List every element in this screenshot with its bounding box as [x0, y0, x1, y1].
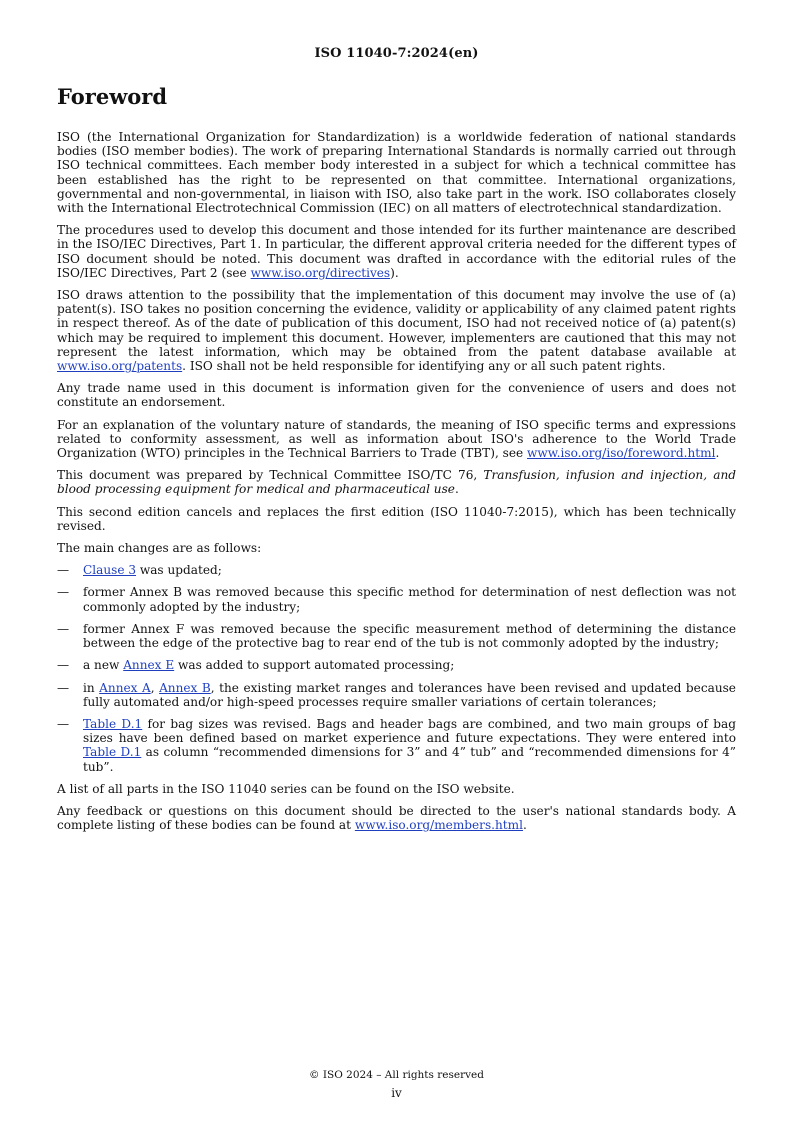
list-dash: — [57, 563, 70, 578]
list-item [57, 681, 736, 709]
paragraph-feedback [57, 804, 736, 832]
committee-title: Transfusion, infusion and injection, and blood processing equipment for medical and pharmaceutical use [57, 468, 736, 497]
list-item-tail: as column “recommended dimensions for 3” and 4” tub” and “recommended dimensions for 4” tub”. [83, 745, 736, 774]
link-directives[interactable]: www.iso.org/directives [250, 265, 391, 280]
paragraph-patents [57, 288, 736, 373]
list-item-pre: in [83, 680, 100, 695]
list-dash: — [57, 621, 70, 636]
paragraph-procedures-tail: ). [390, 265, 399, 280]
list-item-text: was updated; [136, 563, 222, 578]
page-number: iv [391, 1086, 402, 1100]
list-item-text: was added to support automated processing; [174, 658, 455, 673]
paragraph-patents-tail: . ISO shall not be held responsible for identifying any or all such patent rights. [182, 359, 666, 374]
paragraph-feedback-tail: . [523, 818, 527, 833]
link-table-d1-second[interactable]: Table D.1 [83, 745, 142, 760]
list-dash: — [57, 716, 70, 731]
link-patents[interactable]: www.iso.org/patents [57, 359, 183, 374]
list-item [57, 563, 736, 577]
list-item-text: former Annex B was removed because this specific method for determination of nest deflection was not commonly adopted by the industry; [83, 585, 736, 614]
list-item [57, 585, 736, 613]
paragraph-voluntary-nature [57, 418, 736, 461]
list-item-text: for bag sizes was revised. Bags and header bags are combined, and two main groups of bag sizes have been defined based on market experience and future expectations. They were entered into [83, 716, 736, 746]
paragraph-trade-name: Any trade name used in this document is information given for the convenience of users and does not constitute an endorsement. [57, 381, 736, 410]
paragraph-voluntary-tail: . [715, 446, 720, 461]
list-item-text: , the existing market ranges and tolerances have been revised and updated because fully automated and/or high-speed processes require smaller variations of certain tolerances; [83, 680, 736, 709]
paragraph-voluntary-text: For an explanation of the voluntary nature of standards, the meaning of ISO specific terms and expressions related to conformity assessment, as well as information about ISO's adherence to the World Trade Organization (WTO) principles in the Technical Barriers to Trade (TBT), see [57, 417, 736, 461]
paragraph-iso-intro: ISO (the International Organization for Standardization) is a worldwide federation of national standards bodies (ISO member bodies). The work of preparing International Standards is normally carried out through ISO technical committees. Each member body interested in a subject for which a technical committee has been established has the right to be represented on that committee. International organizations, governmental and non-governmental, in liaison with ISO, also take part in the work. ISO collaborates closely with the International Electrotechnical Commission (IEC) on all matters of electrotechnical standardization. [57, 130, 736, 216]
list-dash: — [57, 680, 70, 695]
foreword-body [57, 130, 736, 840]
paragraph-procedures [57, 223, 736, 280]
list-item-pre: a new [83, 658, 124, 673]
list-item [57, 717, 736, 774]
paragraph-committee-text: This document was prepared by Technical Committee ISO/TC 76, [57, 468, 484, 483]
page-footer [0, 1066, 793, 1102]
paragraph-main-changes-intro: The main changes are as follows: [57, 541, 262, 556]
changes-list [57, 563, 736, 773]
paragraph-series-list: A list of all parts in the ISO 11040 series can be found on the ISO website. [57, 781, 515, 796]
link-foreword[interactable]: www.iso.org/iso/foreword.html [527, 446, 716, 461]
document-id-header: ISO 11040-7:2024(en) [314, 46, 479, 61]
link-clause-3[interactable]: Clause 3 [83, 563, 137, 578]
link-annex-e[interactable]: Annex E [123, 658, 175, 673]
paragraph-procedures-text: The procedures used to develop this document and those intended for its further maintenance are described in the ISO/IEC Directives, Part 1. In particular, the different approval criteria needed for the different types of ISO document should be noted. This document was drafted in accordance with the editorial rules of the ISO/IEC Directives, Part 2 (see [57, 223, 736, 280]
paragraph-committee [57, 468, 736, 496]
copyright-notice: © ISO 2024 – All rights reserved [309, 1069, 484, 1081]
list-item-text: former Annex F was removed because the specific measurement method of determining the distance between the edge of the protective bag to rear end of the tub is not commonly adopted by the industry; [83, 621, 736, 651]
list-item [57, 658, 736, 672]
paragraph-feedback-text: Any feedback or questions on this document should be directed to the user's national standards body. A complete listing of these bodies can be found at [57, 803, 736, 833]
list-item [57, 622, 736, 650]
link-members[interactable]: www.iso.org/members.html [354, 818, 523, 833]
list-dash: — [57, 585, 70, 600]
list-dash: — [57, 658, 70, 673]
link-table-d1[interactable]: Table D.1 [83, 716, 143, 731]
paragraph-committee-tail: . [454, 482, 459, 497]
page-title: Foreword [57, 84, 168, 109]
paragraph-patents-text: ISO draws attention to the possibility that the implementation of this document may involve the use of (a) patent(s). ISO takes no position concerning the evidence, validity or applicability of any claimed patent rights in respect thereof. As of the date of publication of this document, ISO had not received notice of (a) patent(s) which may be required to implement this document. However, implementers are cautioned that this may not represent the latest information, which may be obtained from the patent database available at [57, 288, 736, 359]
link-annex-b[interactable]: Annex B [159, 680, 211, 695]
paragraph-edition: This second edition cancels and replaces the first edition (ISO 11040-7:2015), which has been technically revised. [57, 504, 736, 533]
link-annex-a[interactable]: Annex A [99, 680, 151, 695]
list-item-sep: , [150, 680, 160, 695]
